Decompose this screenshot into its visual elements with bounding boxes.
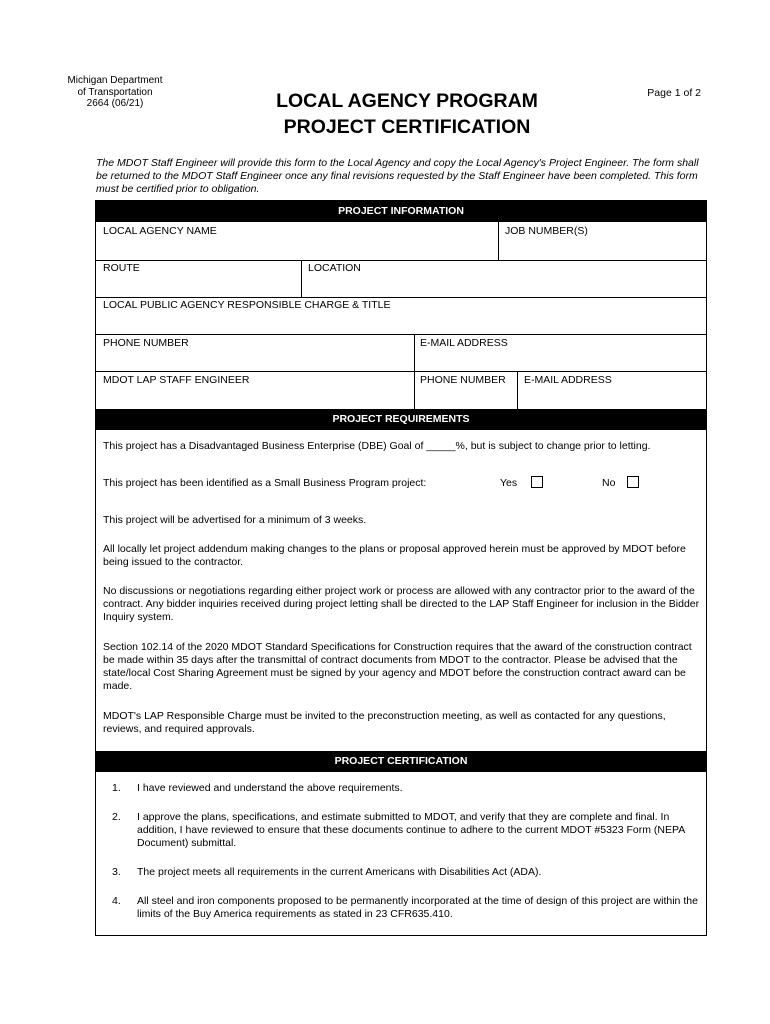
cert-item-text: All steel and iron components proposed to be permanently incorporated at the time of design of this project are within the limits of the Buy America requirements as stated in 23 CFR635.410.	[137, 895, 698, 920]
dbe-goal-text: This project has a Disadvantaged Business Enterprise (DBE) Goal of _____%, but is subject to change prior to letting.	[103, 440, 651, 452]
section-header-project-requirements: PROJECT REQUIREMENTS	[96, 409, 706, 430]
divider	[414, 371, 415, 409]
addendum-text: All locally let project addendum making changes to the plans or proposal approved herein must be approved by MDOT before being issued to the contractor.	[103, 543, 686, 568]
form-id: 2664 (06/21)	[86, 98, 144, 109]
divider	[96, 297, 706, 298]
yes-label: Yes	[500, 477, 518, 489]
no-checkbox[interactable]	[627, 476, 639, 488]
cert-item-number: 2.	[112, 811, 121, 823]
section-102-14-text: Section 102.14 of the 2020 MDOT Standard Specifications for Construction requires that the award of the construction contract be made within 35 days after the transmittal of contract documents from MDOT to the contractor. Please be advised that the state/local Cost Sharing Agreement must be signed by your agency and MDOT before the construction contract award can be made.	[103, 641, 692, 692]
agency-name-line1: Michigan Department	[67, 75, 163, 86]
agency-block	[60, 75, 170, 110]
cert-item-number: 1.	[112, 782, 121, 794]
certification-form	[95, 200, 707, 936]
cert-item-text: The project meets all requirements in the current Americans with Disabilities Act (ADA).	[137, 866, 542, 878]
phone-number-label: PHONE NUMBER	[103, 337, 189, 349]
divider	[96, 260, 706, 261]
divider	[96, 334, 706, 335]
agency-name-line2: of Transportation	[77, 86, 153, 98]
divider	[498, 222, 499, 260]
section-header-project-information: PROJECT INFORMATION	[96, 201, 706, 222]
discussions-text: No discussions or negotiations regarding either project work or process are allowed with any contractor prior to the award of the contract. Any bidder inquiries received during project letting shall be directed to the LAP Staff Engineer for inclusion in the Bidder Inquiry system.	[103, 585, 700, 623]
small-business-question: This project has been identified as a Small Business Program project:	[103, 477, 427, 489]
no-label: No	[602, 477, 616, 489]
cert-item-number: 3.	[112, 866, 121, 878]
responsible-charge-text: MDOT's LAP Responsible Charge must be invited to the preconstruction meeting, as well as contacted for any questions, reviews, and required approvals.	[103, 710, 666, 735]
yes-checkbox[interactable]	[531, 476, 543, 488]
staff-phone-number-label: PHONE NUMBER	[420, 374, 506, 386]
divider	[301, 260, 302, 297]
section-header-project-certification: PROJECT CERTIFICATION	[96, 751, 706, 772]
intro-instructions: The MDOT Staff Engineer will provide this form to the Local Agency and copy the Local Agency's Project Engineer. The form shall be returned to the MDOT Staff Engineer once any final revisions requested by the Staff Engineer have been completed. This form must be certified prior to obligation.	[96, 157, 699, 195]
cert-item-text: I approve the plans, specifications, and estimate submitted to MDOT, and verify that they are complete and final. In addition, I have reviewed to ensure that these documents continue to adhere to the current MDOT #5323 Form (NEPA Document) submittal.	[137, 811, 685, 849]
page-number: Page 1 of 2	[647, 87, 701, 99]
cert-item-number: 4.	[112, 895, 121, 907]
title-line2: PROJECT CERTIFICATION	[283, 116, 531, 138]
advertised-text: This project will be advertised for a minimum of 3 weeks.	[103, 514, 367, 526]
email-address-label: E-MAIL ADDRESS	[420, 337, 508, 349]
divider	[96, 371, 706, 372]
divider	[517, 371, 518, 409]
page-title	[232, 88, 582, 140]
location-label: LOCATION	[308, 262, 361, 274]
local-agency-name-label: LOCAL AGENCY NAME	[103, 225, 217, 237]
title-line1: LOCAL AGENCY PROGRAM	[276, 90, 538, 112]
job-numbers-label: JOB NUMBER(S)	[505, 225, 588, 237]
staff-email-address-label: E-MAIL ADDRESS	[524, 374, 612, 386]
divider	[414, 334, 415, 371]
route-label: ROUTE	[103, 262, 140, 274]
cert-item-text: I have reviewed and understand the above requirements.	[137, 782, 403, 794]
mdot-lap-staff-engineer-label: MDOT LAP STAFF ENGINEER	[103, 374, 250, 386]
responsible-charge-label: LOCAL PUBLIC AGENCY RESPONSIBLE CHARGE & TITLE	[103, 299, 391, 311]
